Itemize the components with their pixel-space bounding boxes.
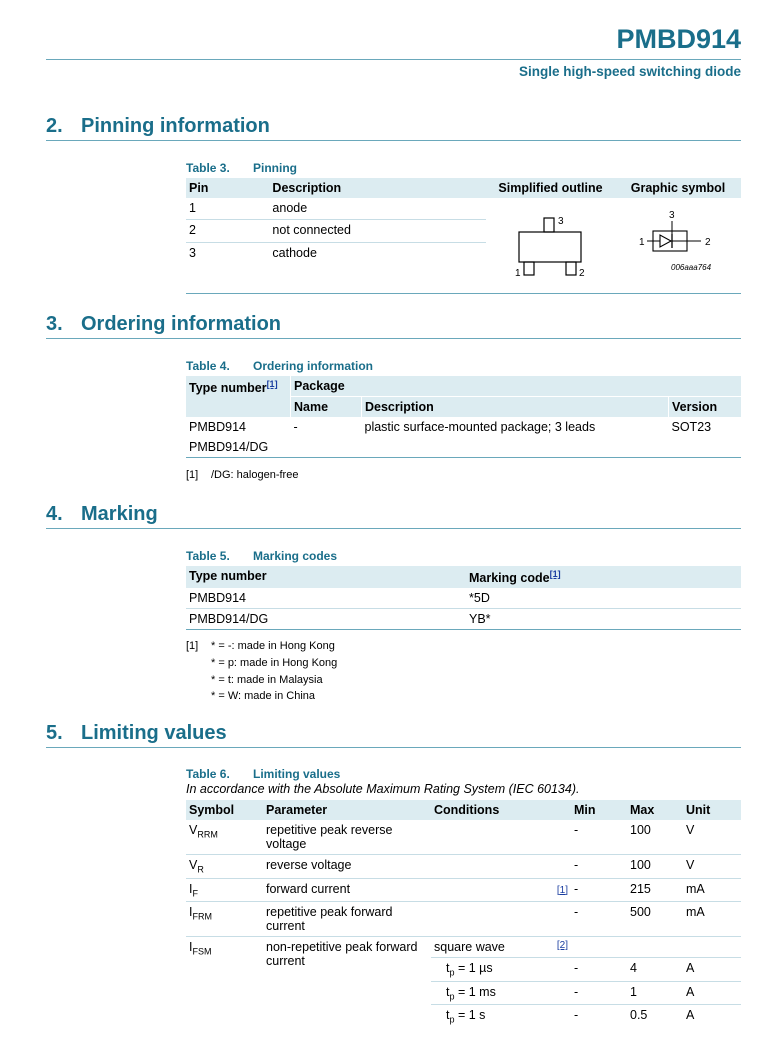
col-header: Unit bbox=[683, 800, 741, 820]
symbol-cell bbox=[186, 902, 263, 937]
document-subtitle: Single high-speed switching diode bbox=[518, 64, 741, 79]
unit-cell: A bbox=[686, 1008, 695, 1022]
condition-subscript: p bbox=[449, 991, 455, 1001]
section-title: Ordering information bbox=[81, 313, 281, 335]
col-header: Pin bbox=[186, 178, 269, 198]
code-cell: *5D bbox=[466, 588, 741, 609]
min-cell: - bbox=[571, 820, 627, 855]
col-header: Graphic symbol bbox=[615, 178, 741, 198]
conditions-cell bbox=[431, 855, 571, 879]
symbol-subscript: F bbox=[192, 888, 198, 898]
sot23-outline-diagram bbox=[486, 198, 612, 290]
section-pinning-heading bbox=[46, 115, 741, 141]
table6-caption bbox=[186, 767, 340, 781]
min-cell: - bbox=[571, 878, 627, 902]
col-header: Description bbox=[269, 178, 486, 198]
section-number: 2. bbox=[46, 115, 63, 137]
description-cell: cathode bbox=[269, 243, 486, 294]
pin-cell: 2 bbox=[186, 220, 269, 243]
table4-footnote bbox=[186, 469, 298, 481]
col-header: Description bbox=[362, 397, 669, 418]
unit-cell bbox=[683, 937, 741, 958]
col-header: Name bbox=[291, 397, 362, 418]
table-number: Table 3. bbox=[186, 161, 230, 175]
footnote-ref-link[interactable]: [1] bbox=[266, 379, 278, 389]
max-cell: 500 bbox=[627, 902, 683, 937]
parameter-cell: forward current bbox=[263, 878, 431, 902]
parameter-cell: repetitive peak forward current bbox=[263, 902, 431, 937]
symbol-subscript: R bbox=[197, 864, 204, 875]
parameter-cell: repetitive peak reverse voltage bbox=[263, 820, 431, 855]
outline-pin-label: 1 bbox=[515, 268, 521, 279]
symbol-code-label: 006aaa764 bbox=[671, 263, 712, 272]
condition-symbol: t bbox=[446, 1008, 450, 1022]
footnote-ref-link[interactable]: [1] bbox=[556, 884, 568, 896]
symbol-letter: I bbox=[189, 905, 193, 919]
conditions-cell bbox=[431, 981, 571, 1005]
max-cell bbox=[627, 937, 683, 958]
min-cell: - bbox=[571, 958, 627, 982]
table-row bbox=[186, 902, 741, 937]
min-cell: - bbox=[571, 902, 627, 937]
limiting-values-table bbox=[186, 800, 741, 1028]
section-title: Marking bbox=[81, 503, 158, 525]
col-header: Symbol bbox=[186, 800, 263, 820]
table-row bbox=[186, 820, 741, 855]
package-header: Package bbox=[291, 376, 742, 397]
table-row bbox=[186, 609, 741, 630]
table-title: Pinning bbox=[253, 161, 297, 175]
col-header: Conditions bbox=[431, 800, 571, 820]
symbol-letter: I bbox=[189, 940, 193, 954]
condition-value: = 1 ms bbox=[454, 984, 496, 999]
col-header: Version bbox=[669, 397, 742, 418]
min-cell: - bbox=[574, 1008, 579, 1022]
type-number-header: Type number bbox=[189, 381, 267, 396]
pinning-table bbox=[186, 178, 741, 294]
min-cell: - bbox=[571, 855, 627, 879]
section-title: Pinning information bbox=[81, 115, 270, 137]
conditions-cell bbox=[431, 820, 571, 855]
condition-subscript: p bbox=[449, 1014, 455, 1025]
table-title: Ordering information bbox=[253, 359, 373, 373]
unit-cell: V bbox=[683, 855, 741, 879]
conditions-cell bbox=[431, 902, 571, 937]
marking-table bbox=[186, 566, 741, 630]
type-cell: PMBD914/DG bbox=[186, 437, 291, 458]
conditions-cell bbox=[431, 878, 571, 902]
footnote-line: * = -: made in Hong Kong bbox=[211, 640, 335, 652]
table-number: Table 6. bbox=[186, 767, 230, 781]
parameter-cell: non-repetitive peak forward current bbox=[266, 940, 418, 968]
name-cell bbox=[291, 437, 362, 458]
condition-value: = 1 s bbox=[454, 1008, 486, 1022]
type-cell: PMBD914/DG bbox=[186, 609, 466, 630]
symbol-pin-label: 1 bbox=[639, 237, 645, 248]
footnote-line: * = t: made in Malaysia bbox=[211, 673, 323, 686]
table-title: Limiting values bbox=[253, 767, 341, 781]
col-header: Parameter bbox=[263, 800, 431, 820]
min-cell bbox=[571, 937, 627, 958]
table-number: Table 5. bbox=[186, 549, 230, 563]
marking-code-header: Marking code bbox=[469, 571, 550, 586]
footnote-ref-link[interactable]: [1] bbox=[549, 569, 561, 579]
symbol-pin-label: 2 bbox=[705, 237, 711, 248]
footnote-number: [1] bbox=[186, 469, 199, 481]
description-cell bbox=[362, 437, 669, 458]
unit-cell: V bbox=[683, 820, 741, 855]
footnote-number: [1] bbox=[186, 640, 199, 652]
unit-cell: mA bbox=[683, 878, 741, 902]
col-header bbox=[186, 376, 291, 417]
table-row bbox=[186, 437, 741, 458]
condition-symbol: t bbox=[446, 961, 450, 975]
section-ordering-heading bbox=[46, 313, 741, 339]
outline-pin-label: 3 bbox=[558, 216, 564, 227]
footnote-line: * = p: made in Hong Kong bbox=[211, 656, 338, 669]
section-number: 5. bbox=[46, 722, 63, 744]
symbol-cell bbox=[186, 820, 263, 855]
outline-pin-label: 2 bbox=[579, 268, 585, 279]
max-cell: 0.5 bbox=[630, 1008, 648, 1022]
version-cell bbox=[669, 437, 742, 458]
symbol-subscript: FRM bbox=[192, 911, 212, 922]
document-title: PMBD914 bbox=[616, 24, 741, 54]
pin-cell: 1 bbox=[186, 198, 269, 220]
table-row bbox=[186, 937, 741, 958]
footnote-ref-link[interactable]: [2] bbox=[556, 940, 568, 951]
description-cell: plastic surface-mounted package; 3 leads bbox=[364, 420, 596, 434]
version-cell: SOT23 bbox=[671, 420, 712, 434]
unit-cell: A bbox=[683, 981, 741, 1005]
symbol-subscript: FSM bbox=[192, 946, 212, 957]
col-header: Min bbox=[571, 800, 627, 820]
table4-caption bbox=[186, 359, 373, 373]
diode-symbol-diagram bbox=[615, 198, 741, 290]
table-row bbox=[186, 417, 741, 437]
symbol-letter: I bbox=[189, 881, 193, 896]
name-cell: - bbox=[293, 420, 298, 434]
table5-footnote bbox=[186, 638, 337, 705]
col-header: Simplified outline bbox=[486, 178, 615, 198]
col-header bbox=[466, 566, 741, 588]
section-number: 4. bbox=[46, 503, 63, 525]
description-cell: not connected bbox=[269, 220, 486, 243]
symbol-letter: V bbox=[189, 823, 198, 837]
table5-caption bbox=[186, 549, 337, 563]
table3-caption bbox=[186, 161, 297, 175]
symbol-cell bbox=[186, 855, 263, 879]
symbol-cell bbox=[186, 878, 263, 902]
unit-cell: A bbox=[683, 958, 741, 982]
max-cell: 100 bbox=[627, 820, 683, 855]
condition-symbol: t bbox=[446, 984, 450, 999]
conditions-cell bbox=[431, 937, 571, 958]
section-number: 3. bbox=[46, 313, 63, 335]
pin-cell: 3 bbox=[186, 243, 269, 294]
symbol-letter: V bbox=[189, 858, 198, 872]
conditions-cell bbox=[431, 1005, 571, 1028]
table6-subtitle: In accordance with the Absolute Maximum Rating System (IEC 60134). bbox=[186, 782, 580, 796]
col-header: Type number bbox=[186, 566, 466, 588]
section-title: Limiting values bbox=[81, 722, 227, 744]
symbol-cell bbox=[186, 937, 263, 1028]
section-limiting-heading bbox=[46, 722, 741, 748]
unit-cell: mA bbox=[683, 902, 741, 937]
type-cell: PMBD914 bbox=[186, 588, 466, 609]
table-row bbox=[186, 855, 741, 879]
symbol-subscript: RRM bbox=[197, 829, 218, 840]
description-cell: anode bbox=[269, 198, 486, 220]
condition-text: square wave bbox=[434, 940, 505, 954]
max-cell: 100 bbox=[627, 855, 683, 879]
col-header: Max bbox=[627, 800, 683, 820]
condition-value: = 1 µs bbox=[454, 961, 493, 975]
max-cell: 4 bbox=[627, 958, 683, 982]
conditions-cell bbox=[431, 958, 571, 982]
footnote-text: /DG: halogen-free bbox=[211, 469, 299, 481]
table-number: Table 4. bbox=[186, 359, 230, 373]
table-row bbox=[186, 878, 741, 902]
max-cell: 1 bbox=[627, 981, 683, 1005]
min-cell: - bbox=[571, 981, 627, 1005]
table-title: Marking codes bbox=[253, 549, 338, 563]
symbol-pin-label: 3 bbox=[669, 210, 675, 221]
type-cell: PMBD914 bbox=[189, 420, 246, 434]
parameter-cell: reverse voltage bbox=[263, 855, 431, 879]
max-cell: 215 bbox=[627, 878, 683, 902]
ordering-table bbox=[186, 376, 741, 458]
condition-subscript: p bbox=[449, 967, 455, 978]
table-row bbox=[186, 588, 741, 609]
header-divider bbox=[46, 59, 741, 60]
symbol-cell bbox=[615, 198, 741, 294]
table-row bbox=[186, 198, 741, 220]
footnote-line: * = W: made in China bbox=[211, 690, 316, 703]
code-cell: YB* bbox=[466, 609, 741, 630]
outline-cell bbox=[486, 198, 615, 294]
section-marking-heading bbox=[46, 503, 741, 529]
